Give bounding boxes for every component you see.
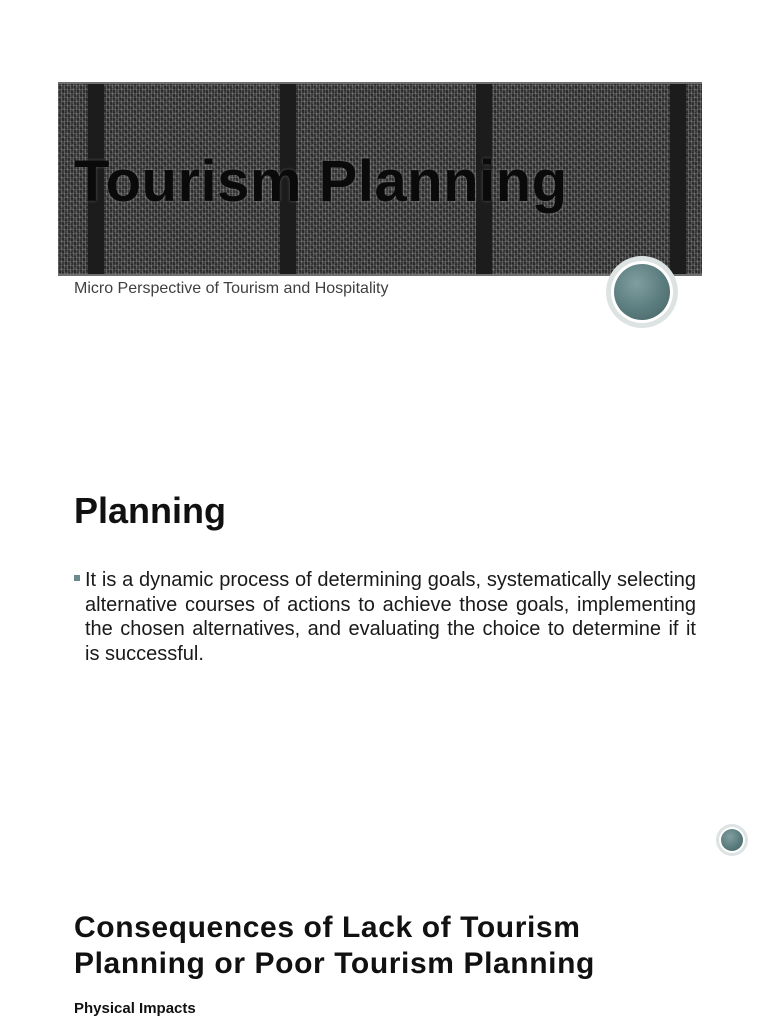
section-subheading: Physical Impacts <box>74 1000 196 1017</box>
banner-bottom-rule <box>58 274 702 276</box>
heading-line-1: Consequences of Lack of Tourism <box>74 911 581 944</box>
banner-pillar <box>670 84 686 274</box>
title-slide <box>0 0 768 380</box>
circle-badge-icon <box>716 824 748 856</box>
planning-slide <box>0 380 768 860</box>
list-item <box>74 568 696 666</box>
heading-line-2: Planning or Poor Tourism Planning <box>74 947 595 980</box>
consequences-slide <box>0 860 768 1024</box>
bullet-text: It is a dynamic process of determining goals, systematically selecting alternative courses of actions to achieve those goals, implementing the chosen alternatives, and evaluating the choice to determine if it is successful. <box>85 569 696 665</box>
slide-heading <box>74 910 714 982</box>
slide-heading: Planning <box>74 490 226 531</box>
slide-subtitle: Micro Perspective of Tourism and Hospitality <box>74 280 389 297</box>
title-banner <box>58 84 702 274</box>
circle-badge-icon <box>606 256 678 328</box>
bullet-square-icon <box>74 575 80 581</box>
slide-title: Tourism Planning <box>74 149 568 214</box>
